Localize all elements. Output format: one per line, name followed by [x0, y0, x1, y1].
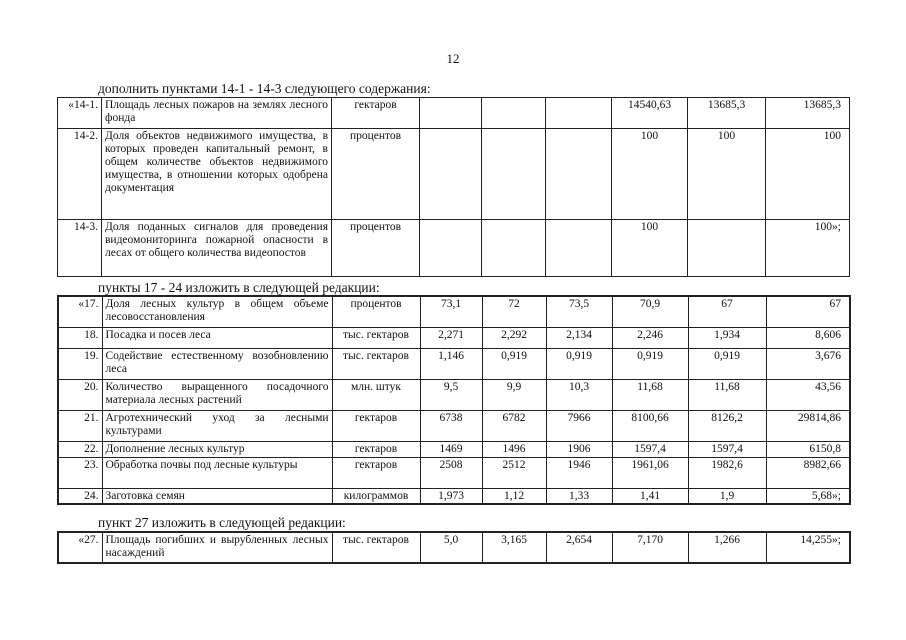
unit-of-measure: тыс. гектаров	[332, 348, 420, 379]
value-col-1: 1,973	[420, 488, 482, 504]
value-col-4: 11,68	[612, 379, 688, 410]
value-col-5: 0,919	[688, 348, 766, 379]
table-row	[58, 457, 850, 488]
table-row	[58, 348, 850, 379]
value-col-5: 13685,3	[688, 98, 766, 129]
value-col-6: 8,606	[766, 327, 850, 348]
unit-of-measure: гектаров	[332, 410, 420, 441]
value-col-2	[482, 220, 546, 277]
row-number: 14-3.	[58, 220, 102, 277]
indicator-name: Доля лесных культур в общем объеме лесовосстановления	[102, 296, 332, 327]
value-col-5: 8126,2	[688, 410, 766, 441]
indicator-name: Обработка почвы под лесные культуры	[102, 457, 332, 488]
value-col-1: 1,146	[420, 348, 482, 379]
value-col-6: 100	[766, 129, 850, 220]
row-number: 22.	[58, 441, 102, 457]
value-col-1: 6738	[420, 410, 482, 441]
value-col-4: 1,41	[612, 488, 688, 504]
table-row	[58, 441, 850, 457]
value-col-5: 1597,4	[688, 441, 766, 457]
row-number: «17.	[58, 296, 102, 327]
section-heading: пункты 17 - 24 изложить в следующей редакции:	[98, 280, 380, 295]
table-row	[58, 327, 850, 348]
amendment-table-17-24	[57, 295, 851, 505]
indicator-name: Агротехнический уход за лесными культурами	[102, 410, 332, 441]
unit-of-measure: гектаров	[332, 457, 420, 488]
value-col-4: 8100,66	[612, 410, 688, 441]
value-col-2	[482, 98, 546, 129]
value-col-5: 1,9	[688, 488, 766, 504]
value-col-5: 100	[688, 129, 766, 220]
section-heading: дополнить пунктами 14-1 - 14-3 следующего содержания:	[98, 81, 431, 96]
value-col-2: 1496	[482, 441, 546, 457]
value-col-3: 2,134	[546, 327, 612, 348]
indicator-name: Заготовка семян	[102, 488, 332, 504]
amendment-table-27	[57, 531, 851, 564]
unit-of-measure: гектаров	[332, 98, 420, 129]
value-col-3	[546, 98, 612, 129]
value-col-6: 13685,3	[766, 98, 850, 129]
value-col-3: 1,33	[546, 488, 612, 504]
value-col-1	[420, 220, 482, 277]
value-col-3	[546, 129, 612, 220]
row-number: «27.	[58, 532, 102, 563]
value-col-3: 1946	[546, 457, 612, 488]
value-col-5: 1,934	[688, 327, 766, 348]
value-col-6: 43,56	[766, 379, 850, 410]
value-col-6: 6150,8	[766, 441, 850, 457]
table-row	[58, 532, 850, 563]
row-number: 24.	[58, 488, 102, 504]
row-number: 20.	[58, 379, 102, 410]
value-col-1	[420, 129, 482, 220]
indicator-name: Количество выращенного посадочного материала лесных растений	[102, 379, 332, 410]
value-col-1: 5,0	[420, 532, 482, 563]
value-col-3: 73,5	[546, 296, 612, 327]
value-col-4: 70,9	[612, 296, 688, 327]
value-col-2: 9,9	[482, 379, 546, 410]
table-row	[58, 379, 850, 410]
table-row	[58, 410, 850, 441]
value-col-6: 8982,66	[766, 457, 850, 488]
row-number: 19.	[58, 348, 102, 379]
row-number: 18.	[58, 327, 102, 348]
page-number: 12	[446, 51, 460, 66]
value-col-1: 9,5	[420, 379, 482, 410]
value-col-3: 0,919	[546, 348, 612, 379]
indicator-name: Площадь лесных пожаров на землях лесного фонда	[102, 98, 332, 129]
table-row	[58, 220, 850, 277]
value-col-2: 2512	[482, 457, 546, 488]
value-col-3: 1906	[546, 441, 612, 457]
value-col-4: 0,919	[612, 348, 688, 379]
value-col-6: 14,255»;	[766, 532, 850, 563]
value-col-5: 1982,6	[688, 457, 766, 488]
value-col-2: 72	[482, 296, 546, 327]
unit-of-measure: тыс. гектаров	[332, 327, 420, 348]
unit-of-measure: процентов	[332, 129, 420, 220]
value-col-5: 67	[688, 296, 766, 327]
unit-of-measure: млн. штук	[332, 379, 420, 410]
value-col-6: 3,676	[766, 348, 850, 379]
indicator-name: Доля поданных сигналов для проведения видеомониторинга пожарной опасности в лесах от общего количества видеопостов	[102, 220, 332, 277]
value-col-4: 2,246	[612, 327, 688, 348]
value-col-5	[688, 220, 766, 277]
value-col-6: 67	[766, 296, 850, 327]
value-col-4: 14540,63	[612, 98, 688, 129]
section-heading: пункт 27 изложить в следующей редакции:	[98, 515, 346, 530]
value-col-5: 11,68	[688, 379, 766, 410]
value-col-2: 3,165	[482, 532, 546, 563]
table-row	[58, 296, 850, 327]
value-col-2: 1,12	[482, 488, 546, 504]
indicator-name: Посадка и посев леса	[102, 327, 332, 348]
row-number: 14-2.	[58, 129, 102, 220]
value-col-1: 73,1	[420, 296, 482, 327]
value-col-3: 7966	[546, 410, 612, 441]
row-number: 23.	[58, 457, 102, 488]
value-col-1	[420, 98, 482, 129]
amendment-table-14	[57, 97, 850, 277]
value-col-1: 2,271	[420, 327, 482, 348]
value-col-6: 100»;	[766, 220, 850, 277]
row-number: 21.	[58, 410, 102, 441]
indicator-name: Дополнение лесных культур	[102, 441, 332, 457]
value-col-4: 1961,06	[612, 457, 688, 488]
value-col-2: 2,292	[482, 327, 546, 348]
value-col-2	[482, 129, 546, 220]
value-col-1: 2508	[420, 457, 482, 488]
table-row	[58, 488, 850, 504]
value-col-6: 5,68»;	[766, 488, 850, 504]
value-col-2: 6782	[482, 410, 546, 441]
unit-of-measure: процентов	[332, 296, 420, 327]
unit-of-measure: гектаров	[332, 441, 420, 457]
row-number: «14-1.	[58, 98, 102, 129]
table-row	[58, 98, 850, 129]
value-col-4: 1597,4	[612, 441, 688, 457]
value-col-3: 2,654	[546, 532, 612, 563]
unit-of-measure: тыс. гектаров	[332, 532, 420, 563]
value-col-5: 1,266	[688, 532, 766, 563]
indicator-name: Площадь погибших и вырубленных лесных насаждений	[102, 532, 332, 563]
indicator-name: Доля объектов недвижимого имущества, в которых проведен капитальный ремонт, в общем количестве объектов недвижимого имущества, в отношении которых одобрена документация	[102, 129, 332, 220]
value-col-3: 10,3	[546, 379, 612, 410]
value-col-4: 7,170	[612, 532, 688, 563]
indicator-name: Содействие естественному возобновлению леса	[102, 348, 332, 379]
table-row	[58, 129, 850, 220]
unit-of-measure: процентов	[332, 220, 420, 277]
value-col-2: 0,919	[482, 348, 546, 379]
value-col-1: 1469	[420, 441, 482, 457]
value-col-3	[546, 220, 612, 277]
unit-of-measure: килограммов	[332, 488, 420, 504]
value-col-6: 29814,86	[766, 410, 850, 441]
value-col-4: 100	[612, 129, 688, 220]
value-col-4: 100	[612, 220, 688, 277]
